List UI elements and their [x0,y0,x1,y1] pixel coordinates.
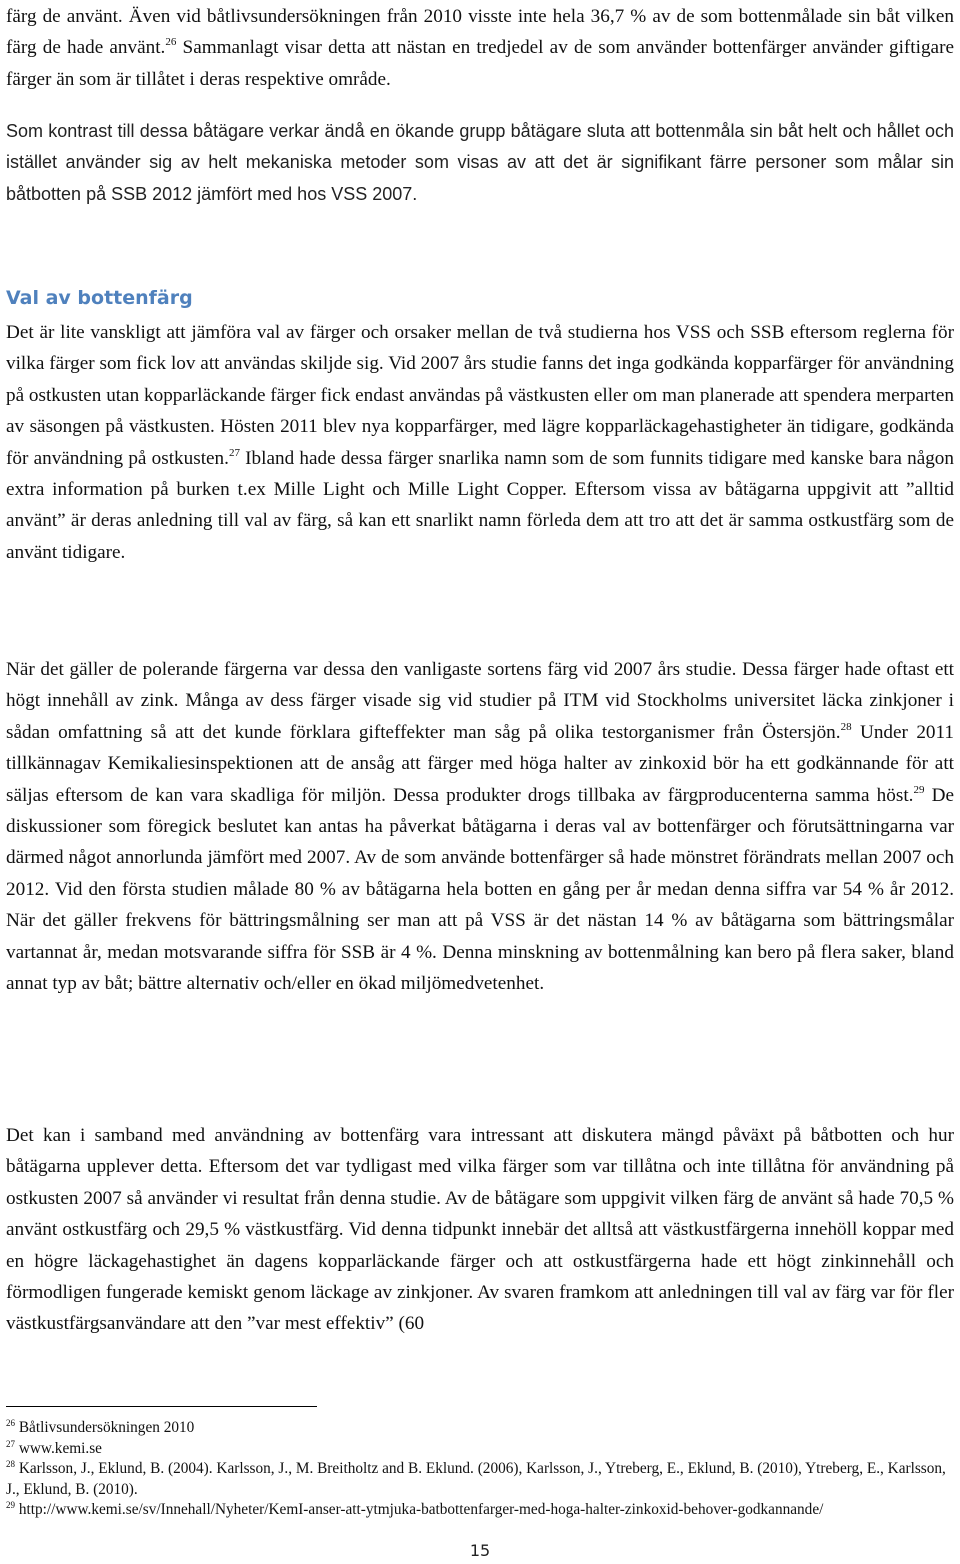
page-number: 15 [469,1541,491,1560]
footnote-28 [6,1459,954,1500]
text-span: Sammanlagt visar detta att nästan en tredjedel av de som använder bottenfärger använder giftigare färger än som är tillåtet i deras respektive område. [6,37,954,90]
footnote-link[interactable]: www.kemi.se [15,1439,102,1457]
paragraph-val-av-bottenfarg [6,317,954,568]
footnote-29 [6,1500,954,1521]
paragraph-polerande [6,654,954,999]
text-span: När det gäller de polerande färgerna var dessa den vanligaste sortens färg vid 2007 års studie. Dessa färger hade oftast ett högt innehåll av zink. Många av dess färger visade sig vid studier på ITM vid Stockholms universitet läcka zinkjoner i sådan omfattning så att det kunde förklara gifteffekter man såg på olika testorganismer från Östersjön. [6,659,954,743]
footnote-number: 29 [6,1500,15,1511]
text-span: Ibland hade dessa färger snarlika namn som de som funnits tidigare med kanske bara någon extra information på burken t.ex Mille Light och Mille Light Copper. Eftersom vissa av båtägarna uppgivit att ”alltid använt” är deras anledning till val av färg, så kan ett snarlikt namn förleda dem att tro att det är samma ostkustfärg som de använt tidigare. [6,447,954,563]
footnote-ref-29[interactable]: 29 [913,783,925,796]
text-span: färg de använt. Även vid båtlivsundersökningen från 2010 visste inte hela 36,7 % av de som bottenmålade sin båt vilken färg de hade använt. [6,6,954,59]
footnote-27 [6,1439,954,1460]
footnote-text: Karlsson, J., Eklund, B. (2004). Karlsson, J., M. Breitholtz and B. Eklund. (2006), Karlsson, J., Ytreberg, E., Eklund, B. (2010), Ytreberg, E., Karlsson, J., Eklund, B. (2010). [6,1460,946,1498]
footnote-number: 28 [6,1459,15,1470]
footnote-divider [6,1406,317,1407]
paragraph-contrast: Som kontrast till dessa båtägare verkar ändå en ökande grupp båtägare sluta att bottenmåla sin båt helt och hållet och istället använder sig av helt mekaniska metoder som visas av att det är signifikant färre personer som målar sin båtbotten på SSB 2012 jämfört med hos VSS 2007. [6,121,954,204]
footnote-number: 26 [6,1418,15,1428]
footnote-number: 27 [6,1438,15,1449]
footnote-26 [6,1418,954,1439]
text-span: Det är lite vanskligt att jämföra val av färger och orsaker mellan de två studierna hos VSS och SSB eftersom reglerna för vilka färger som fick lov att användas skiljde sig. Vid 2007 års studie fanns det inga godkända kopparfärger för användning på ostkusten utan kopparläckande färger fick endast användas på västkusten eller om man planerade att spendera merparten av säsongen på västkusten. Hösten 2011 blev nya kopparfärger, med lägre kopparläckagehastigheter än tidigare, godkända för användning på ostkusten. [6,322,954,469]
text-span: Under 2011 tillkännagav Kemikaliesinspektionen att de ansåg att färger med höga halter av zinkoxid bör ha ett godkännande för att säljas eftersom de kan vara skadliga för miljön. Dessa produkter drogs tillbaka av färgproducenterna samma höst. [6,721,954,806]
footnote-ref-26[interactable]: 26 [165,36,177,49]
footnote-text: Båtlivsundersökningen 2010 [15,1419,195,1436]
footnote-ref-28[interactable]: 28 [840,720,852,733]
paragraph-top [6,1,954,95]
text-span: De diskussioner som föregick beslutet kan antas ha påverkat båtägarna i deras val av bottenfärger och förutsättningarna var därmed något annorlunda jämfört med 2007. Av de som använde bottenfärger så hade mönstret förändrats mellan 2007 och 2012. Vid den första studien målade 80 % av båtägarna hela botten en gång per år medan denna siffra var 54 % år 2012. När det gäller frekvens för bättringsmålning ser man att på VSS är det nästan 14 % av båtägarna som bättringsmålar vartannat år, medan motsvarande siffra för SSB är 4 %. Denna minskning av bottenmålning kan bero på flera saker, bland annat typ av båt; bättre alternativ och/eller en ökad miljömedvetenhet. [6,784,954,995]
footnote-link[interactable]: http://www.kemi.se/sv/Innehall/Nyheter/KemI-anser-att-ytmjuka-batbottenfarger-med-hoga-halter-zinkoxid-behover-godkannande/ [15,1501,824,1519]
footnotes [6,1418,954,1521]
footnote-ref-27[interactable]: 27 [228,446,240,459]
section-heading: Val av bottenfärg [6,287,193,309]
paragraph-samband: Det kan i samband med användning av bottenfärg vara intressant att diskutera mängd påväxt på båtbotten och hur båtägarna upplever detta. Eftersom det var tydligast med vilka färger som var tillåtna och inte tillåtna för användning på ostkusten 2007 så använder vi resultat från denna studie. Av de båtägare som uppgivit vilken färg de använt så hade 70,5 % använt ostkustfärg och 29,5 % västkustfärg. Vid denna tidpunkt innebär det alltså att västkustfärgerna innehöll koppar med en högre läckagehastighet än dagens kopparläckande färger och att ostkustfärgerna hade ett högt zinkinnehåll och förmodligen fungerade kemiskt genom läckage av zinkjoner. Av svaren framkom att anledningen till val av färg var för fler västkustfärgsanvändare att den ”var mest effektiv” (60 [6,1125,954,1335]
